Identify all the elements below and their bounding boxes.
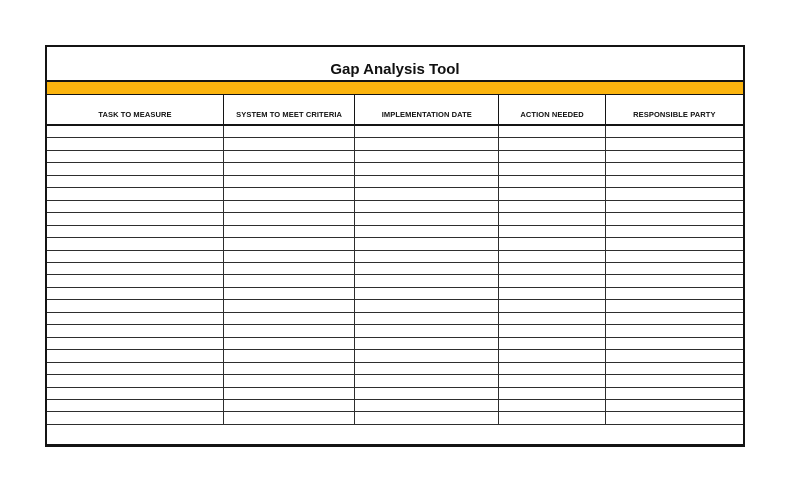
- table-cell: [499, 412, 605, 423]
- table-row: [47, 288, 743, 300]
- table-cell: [224, 238, 355, 249]
- table-cell: [499, 251, 605, 262]
- table-cell: [355, 188, 499, 199]
- table-row: [47, 275, 743, 287]
- table-cell: [355, 263, 499, 274]
- table-cell: [224, 126, 355, 137]
- table-cell: [606, 188, 743, 199]
- table-footer-row: [47, 425, 743, 444]
- table-cell: [47, 263, 224, 274]
- accent-bar: [47, 82, 743, 95]
- table-cell: [355, 201, 499, 212]
- table-cell: [47, 350, 224, 361]
- table-row: [47, 363, 743, 375]
- table-cell: [224, 263, 355, 274]
- table-cell: [355, 163, 499, 174]
- column-header-responsible-party: RESPONSIBLE PARTY: [633, 110, 716, 119]
- table-cell: [224, 151, 355, 162]
- table-row: [47, 263, 743, 275]
- table-cell: [224, 400, 355, 411]
- table-cell: [224, 338, 355, 349]
- table-row: [47, 412, 743, 424]
- table-cell: [499, 288, 605, 299]
- table-cell: [224, 288, 355, 299]
- table-cell: [499, 176, 605, 187]
- table-cell: [499, 126, 605, 137]
- table-cell: [606, 400, 743, 411]
- table-cell: [47, 138, 224, 149]
- table-row: [47, 388, 743, 400]
- table-row: [47, 300, 743, 312]
- table-cell: [355, 300, 499, 311]
- gap-analysis-table: [45, 45, 745, 447]
- table-cell: [355, 400, 499, 411]
- table-cell: [606, 313, 743, 324]
- table-row: [47, 163, 743, 175]
- table-cell: [499, 275, 605, 286]
- table-cell: [499, 400, 605, 411]
- table-cell: [47, 275, 224, 286]
- table-row: [47, 213, 743, 225]
- table-cell: [606, 226, 743, 237]
- table-cell: [47, 238, 224, 249]
- table-cell: [606, 275, 743, 286]
- table-cell: [499, 338, 605, 349]
- table-body: [47, 126, 743, 425]
- table-cell: [606, 325, 743, 336]
- table-cell: [355, 363, 499, 374]
- table-cell: [224, 188, 355, 199]
- table-cell: [499, 213, 605, 224]
- table-cell: [224, 201, 355, 212]
- table-cell: [47, 163, 224, 174]
- table-cell: [499, 300, 605, 311]
- table-cell: [355, 251, 499, 262]
- table-cell: [499, 313, 605, 324]
- table-row: [47, 226, 743, 238]
- table-cell: [47, 375, 224, 386]
- table-cell: [499, 263, 605, 274]
- table-cell: [499, 138, 605, 149]
- page-title: Gap Analysis Tool: [47, 47, 743, 82]
- table-cell: [606, 350, 743, 361]
- table-cell: [606, 263, 743, 274]
- table-row: [47, 251, 743, 263]
- table-cell: [224, 226, 355, 237]
- table-cell: [224, 325, 355, 336]
- column-header-action-needed: ACTION NEEDED: [499, 95, 605, 124]
- table-header-row: [47, 95, 743, 126]
- table-cell: [499, 363, 605, 374]
- table-cell: [47, 151, 224, 162]
- table-cell: [606, 238, 743, 249]
- column-header-implementation-date: IMPLEMENTATION DATE: [355, 95, 499, 124]
- column-header-system-to-meet-criteria: SYSTEM TO MEET CRITERIA: [224, 95, 355, 124]
- table-cell: [355, 313, 499, 324]
- table-cell: [499, 163, 605, 174]
- table-row: [47, 176, 743, 188]
- table-cell: [606, 412, 743, 423]
- table-cell: [47, 400, 224, 411]
- table-cell: [355, 375, 499, 386]
- table-cell: [355, 238, 499, 249]
- table-row: [47, 138, 743, 150]
- table-cell: [224, 251, 355, 262]
- table-cell: [224, 163, 355, 174]
- table-cell: [355, 350, 499, 361]
- table-cell: [224, 363, 355, 374]
- table-cell: [47, 288, 224, 299]
- table-cell: [47, 226, 224, 237]
- table-row: [47, 151, 743, 163]
- table-row: [47, 313, 743, 325]
- table-cell: [355, 138, 499, 149]
- table-cell: [355, 176, 499, 187]
- table-cell: [224, 313, 355, 324]
- table-cell: [606, 363, 743, 374]
- table-cell: [499, 226, 605, 237]
- table-cell: [499, 388, 605, 399]
- table-cell: [606, 251, 743, 262]
- table-cell: [499, 188, 605, 199]
- table-cell: [224, 138, 355, 149]
- table-cell: [606, 126, 743, 137]
- table-cell: [499, 151, 605, 162]
- table-cell: [355, 226, 499, 237]
- table-cell: [224, 350, 355, 361]
- table-cell: [606, 338, 743, 349]
- table-cell: [224, 213, 355, 224]
- table-cell: [47, 188, 224, 199]
- table-row: [47, 325, 743, 337]
- table-cell: [224, 375, 355, 386]
- table-cell: [224, 300, 355, 311]
- table-cell: [47, 325, 224, 336]
- table-cell: [47, 300, 224, 311]
- table-cell: [355, 338, 499, 349]
- table-cell: [606, 201, 743, 212]
- table-cell: [499, 238, 605, 249]
- table-cell: [224, 176, 355, 187]
- table-cell: [47, 213, 224, 224]
- table-cell: [355, 126, 499, 137]
- table-cell: [224, 275, 355, 286]
- table-cell: [355, 275, 499, 286]
- table-cell: [355, 213, 499, 224]
- table-cell: [606, 288, 743, 299]
- table-cell: [606, 163, 743, 174]
- table-row: [47, 400, 743, 412]
- table-cell: [47, 176, 224, 187]
- table-row: [47, 338, 743, 350]
- table-cell: [47, 363, 224, 374]
- table-cell: [355, 288, 499, 299]
- table-cell: [47, 412, 224, 423]
- table-row: [47, 238, 743, 250]
- table-cell: [355, 151, 499, 162]
- table-row: [47, 350, 743, 362]
- table-row: [47, 126, 743, 138]
- table-cell: [355, 325, 499, 336]
- table-cell: [606, 213, 743, 224]
- table-row: [47, 375, 743, 387]
- table-cell: [47, 251, 224, 262]
- table-cell: [606, 375, 743, 386]
- table-cell: [224, 388, 355, 399]
- table-cell: [47, 388, 224, 399]
- table-cell: [499, 350, 605, 361]
- table-cell: [499, 201, 605, 212]
- table-cell: [355, 388, 499, 399]
- table-cell: [606, 176, 743, 187]
- table-cell: [606, 151, 743, 162]
- table-cell: [47, 126, 224, 137]
- table-cell: [606, 300, 743, 311]
- column-header-task-to-measure: TASK TO MEASURE: [47, 95, 224, 124]
- table-row: [47, 188, 743, 200]
- table-cell: [47, 201, 224, 212]
- table-cell: [224, 412, 355, 423]
- table-cell: [47, 338, 224, 349]
- table-cell: [499, 325, 605, 336]
- table-cell: [606, 388, 743, 399]
- table-cell: [606, 138, 743, 149]
- table-cell: [499, 375, 605, 386]
- table-cell: [47, 313, 224, 324]
- table-cell: [355, 412, 499, 423]
- table-row: [47, 201, 743, 213]
